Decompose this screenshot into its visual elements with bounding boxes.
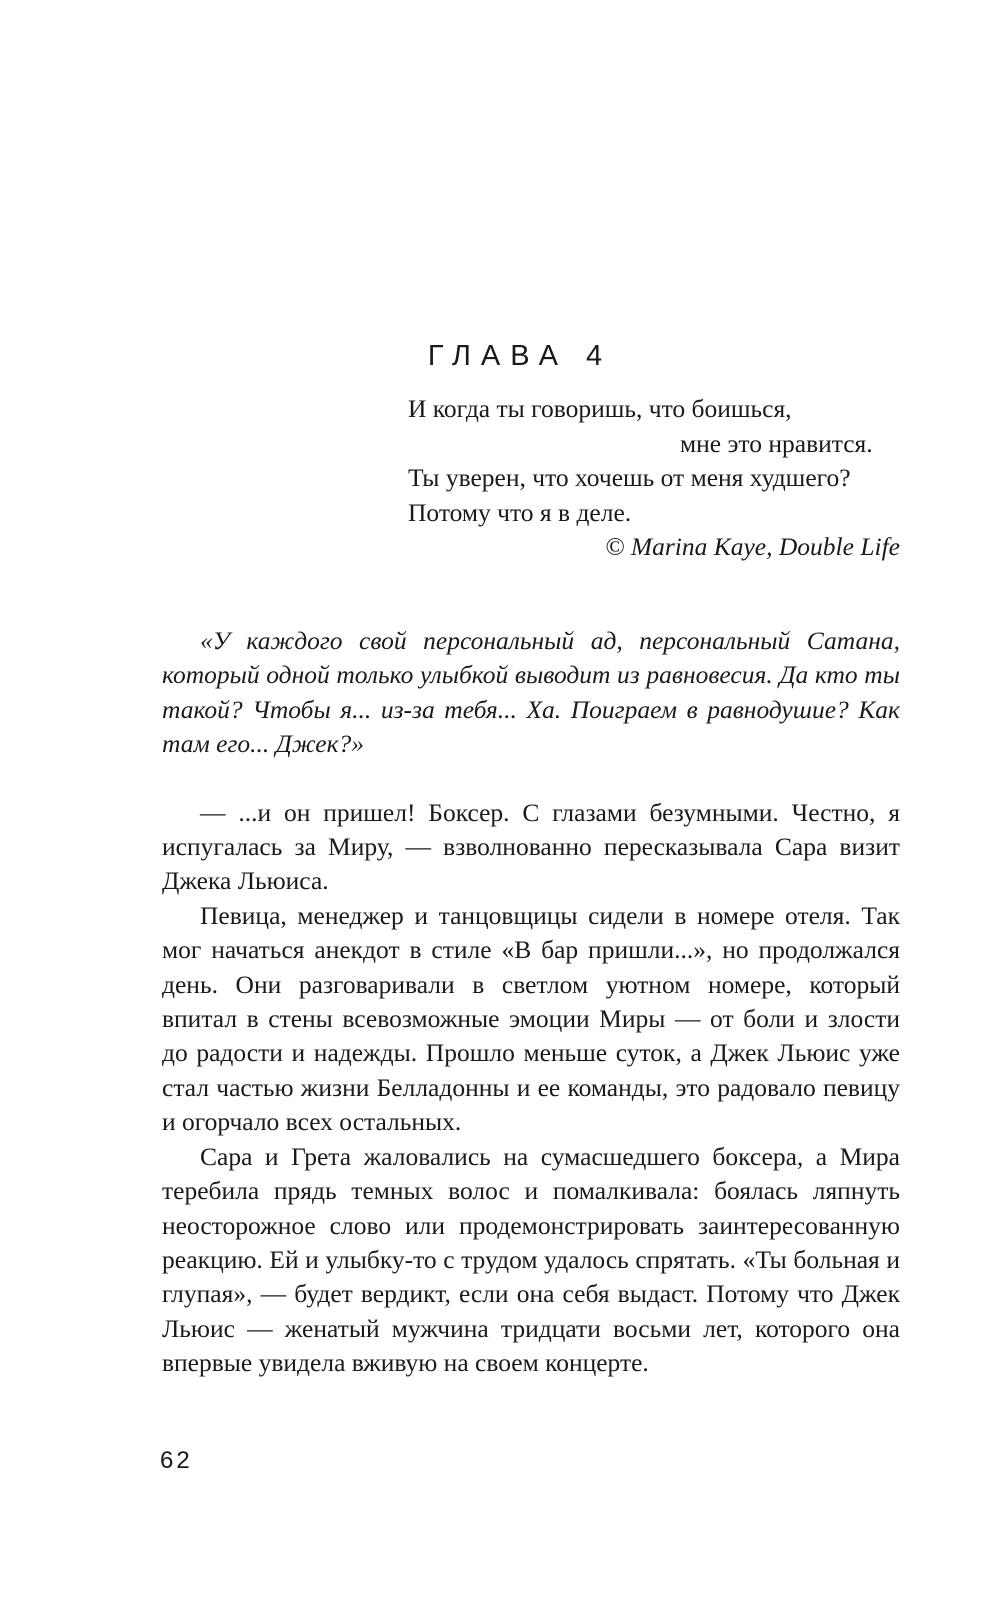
italic-quote-paragraph: «У каждого свой персональный ад, персональный Сатана, который одной только улыбкой выводит из равновесия. Да кто ты такой? Чтобы я... из-за тебя... Ха. Поиграем в равнодушие? Как там его... Джек?» — [162, 626, 900, 759]
body-text — [162, 624, 900, 1381]
epigraph-line: Ты уверен, что хочешь от меня худшего? — [408, 463, 851, 492]
epigraph-source: © Marina Kaye, Double Life — [605, 532, 900, 561]
epigraph-line: И когда ты говоришь, что боишься, — [408, 394, 792, 423]
epigraph-line: Потому что я в деле. — [408, 497, 632, 527]
body-paragraph: Сара и Грета жаловались на сумасшедшего боксера, а Мира теребила прядь темных волос и помалкивала: боялась ляпнуть неосторожное слово или продемонстрировать заинтересованную реакцию. Ей и улыбку-то с трудом удалось спрятать. «Ты больная и глупая», — будет вердикт, если она себя выдаст. Потому что Джек Льюис — женатый мужчина тридцати восьми лет, которого она впервые увидела вживую на своем концерте. — [162, 1141, 900, 1378]
chapter-title: ГЛАВА 4 — [427, 340, 613, 372]
body-paragraph: Певица, менеджер и танцовщицы сидели в номере отеля. Так мог начаться анекдот в стиле «В бар пришли...», но продолжался день. Они разговаривали в светлом уютном номере, который впитал в стены всевозможные эмоции Миры — от боли и злости до радости и надежды. Прошло меньше суток, а Джек Льюис уже стал частью жизни Белладонны и ее команды, это радовало певицу и огорчало всех остальных. — [162, 900, 900, 1137]
page-number: 62 — [160, 1447, 193, 1474]
epigraph-line: мне это нравится. — [680, 428, 873, 458]
epigraph — [408, 392, 900, 565]
body-paragraph: — ...и он пришел! Боксер. С глазами безумными. Честно, я испугалась за Миру, — взволнованно пересказывала Сара визит Джека Льюиса. — [162, 797, 900, 896]
